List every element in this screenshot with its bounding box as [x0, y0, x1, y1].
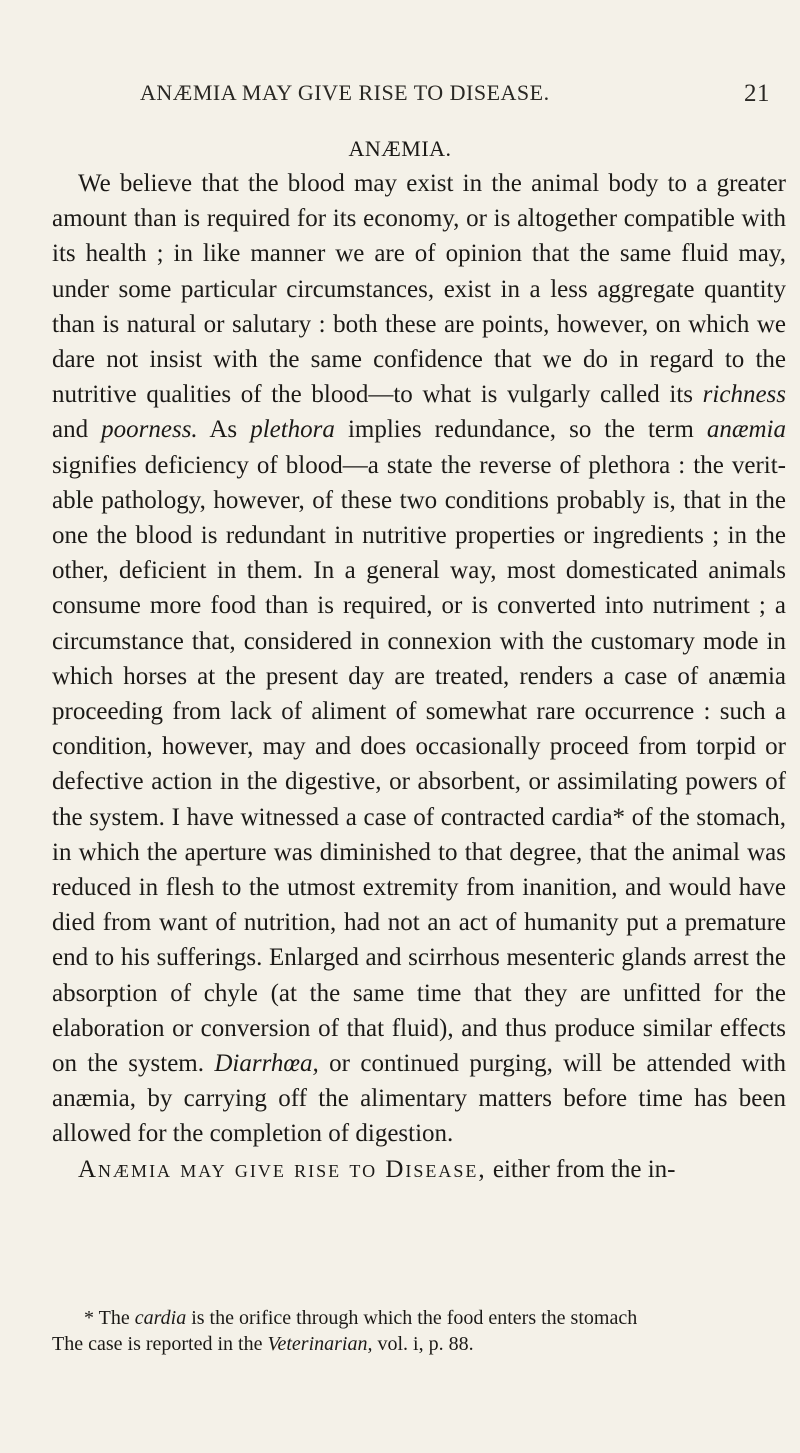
- footnote-line-2: [52, 1331, 786, 1357]
- footnote: [52, 1305, 786, 1357]
- smallcaps-lead: Anæmia may give rise to Disease,: [78, 1155, 487, 1183]
- italic-journal-title: Veterinarian,: [267, 1333, 373, 1355]
- text-run: and: [52, 416, 102, 444]
- section-heading: ANÆMIA.: [348, 136, 452, 161]
- body-text: [52, 166, 786, 1187]
- text-run: or continued purging, will be attended with anæmia, by carrying off the alimentary matters before time has been allowed for the completion of digestion.: [52, 1050, 786, 1148]
- paragraph-anaemia-definition: [52, 166, 786, 1152]
- italic-term-poorness: poorness.: [101, 416, 198, 444]
- text-run: As: [197, 416, 251, 444]
- text-run: We believe that the blood may exist in the animal body to a greater amount than is required for its economy, or is altogether compatible with its health ; in like manner we are of opinion that the same fluid may, under some particular circumstances, exist in a less aggregate quantity than is natural or salutary : both these are points, however, on which we dare not insist with the same confidence that we do in regard to the nutritive qualities of the blood—to what is vulgarly called its: [52, 170, 786, 409]
- running-head-title: ANÆMIA MAY GIVE RISE TO DISEASE.: [140, 80, 550, 105]
- text-run: signifies deficiency of blood—a state the reverse of plethora : the veritable pathology, however, of these two conditions probably is, that in the one the blood is redundant in nutritive properties or ingredients ; in the other, deficient in them. In a general way, most domesticated animals consume more food than is required, or is converted into nutriment ; a circumstance that, considered in connexion with the customary mode in which horses at the present day are treated, renders a case of anæmia proceeding from lack of aliment of somewhat rare occurrence : such a condition, however, may and does occasionally proceed from torpid or defective action in the digestive, or absorbent, or assimilating powers of the system. I have witnessed a case of contracted cardia* of the stomach, in which the aperture was diminished to that degree, that the animal was reduced in flesh to the utmost extremity from inanition, and would have died from want of nutrition, had not an act of humanity put a premature end to his sufferings. Enlarged and scirrhous mesenteric glands arrest the absorption of chyle (at the same time that they are unfitted for the elaboration or conversion of that fluid), and thus produce similar effects on the system.: [52, 451, 786, 1078]
- italic-term-anaemia: anæmia: [706, 416, 786, 444]
- paragraph-anaemia-disease: [52, 1152, 786, 1187]
- italic-term-richness: richness: [702, 381, 786, 409]
- italic-term-plethora: plethora: [250, 416, 335, 444]
- italic-term-diarrhoea: Diarrhœa,: [214, 1050, 319, 1078]
- text-run: * The: [84, 1307, 135, 1329]
- text-run: implies redundance, so the term: [334, 416, 707, 444]
- text-run: is the orifice through which the food enters the stomach: [186, 1307, 638, 1329]
- text-run: vol. i, p. 88.: [372, 1333, 474, 1355]
- running-head: [130, 80, 770, 112]
- italic-term-cardia: cardia: [134, 1307, 187, 1329]
- footnote-line-1: [52, 1305, 786, 1331]
- text-run: The case is reported in the: [52, 1333, 268, 1355]
- text-run: either from the in-: [486, 1155, 676, 1183]
- page-number: 21: [744, 80, 770, 107]
